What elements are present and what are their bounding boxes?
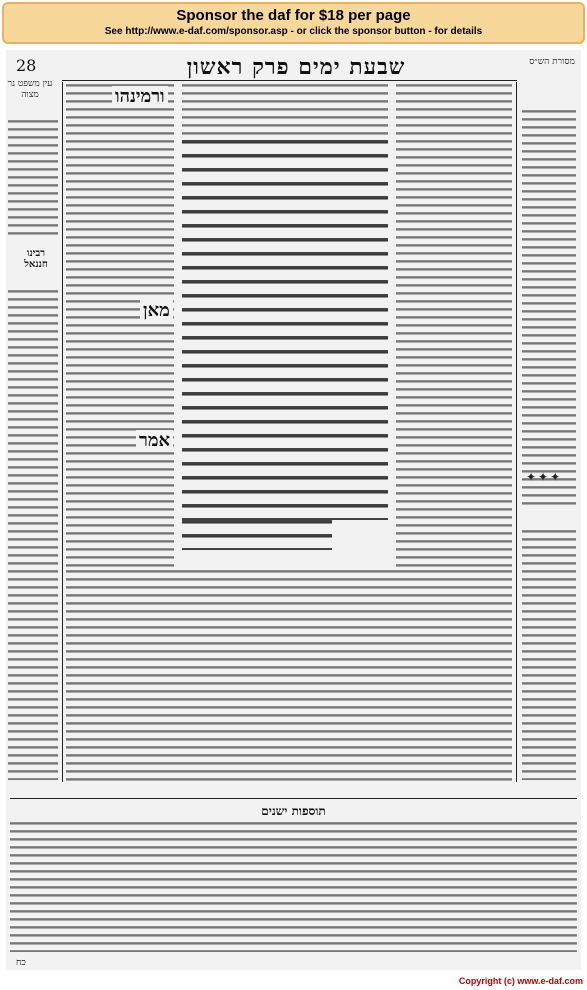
gemara-text-end: [182, 520, 332, 550]
footnote-rule: [10, 798, 577, 799]
sponsor-title[interactable]: Sponsor the daf for $18 per page: [176, 7, 411, 24]
column-rule-right: [516, 82, 517, 782]
tosafot-opening-word: ורמינהו: [112, 86, 168, 107]
commentary-heading-word-2: אמר: [136, 430, 173, 451]
tosafot-yeshanim-heading: תוספות ישנים: [261, 804, 326, 818]
column-rule-left: [62, 82, 63, 782]
commentary-heading-word-1: מאן: [140, 300, 173, 321]
ornament-divider: ✦✦✦: [526, 470, 563, 484]
tosafot-yeshanim-text: [10, 822, 577, 952]
commentary-continuation: [66, 570, 512, 785]
hagahot-column: [522, 530, 576, 780]
sponsor-banner[interactable]: [2, 2, 585, 44]
gemara-text: [182, 140, 388, 520]
page-signature: כח: [16, 958, 26, 968]
copyright-link[interactable]: Copyright (c) www.e-daf.com: [458, 976, 583, 986]
left-margin-notes: [8, 290, 58, 780]
page-header: [6, 54, 581, 82]
header-rule: [62, 80, 517, 81]
right-margin-label: מסורת הש״ס: [529, 57, 575, 67]
running-title: שבעת ימים פרק ראשון: [186, 54, 406, 80]
ein-mishpat-column: [8, 120, 58, 240]
talmud-page: [6, 50, 581, 970]
mesoret-hashas-column: [522, 110, 576, 510]
sponsor-subtitle[interactable]: See http://www.e-daf.com/sponsor.asp - or click the sponsor button - for details: [104, 26, 483, 37]
page-number: 28: [16, 56, 37, 75]
left-margin-label: עין משפט נר מצוה: [7, 79, 53, 100]
rashi-top-text: [182, 84, 388, 138]
rabbeinu-chananel-heading: רבינו חננאל: [14, 248, 58, 270]
